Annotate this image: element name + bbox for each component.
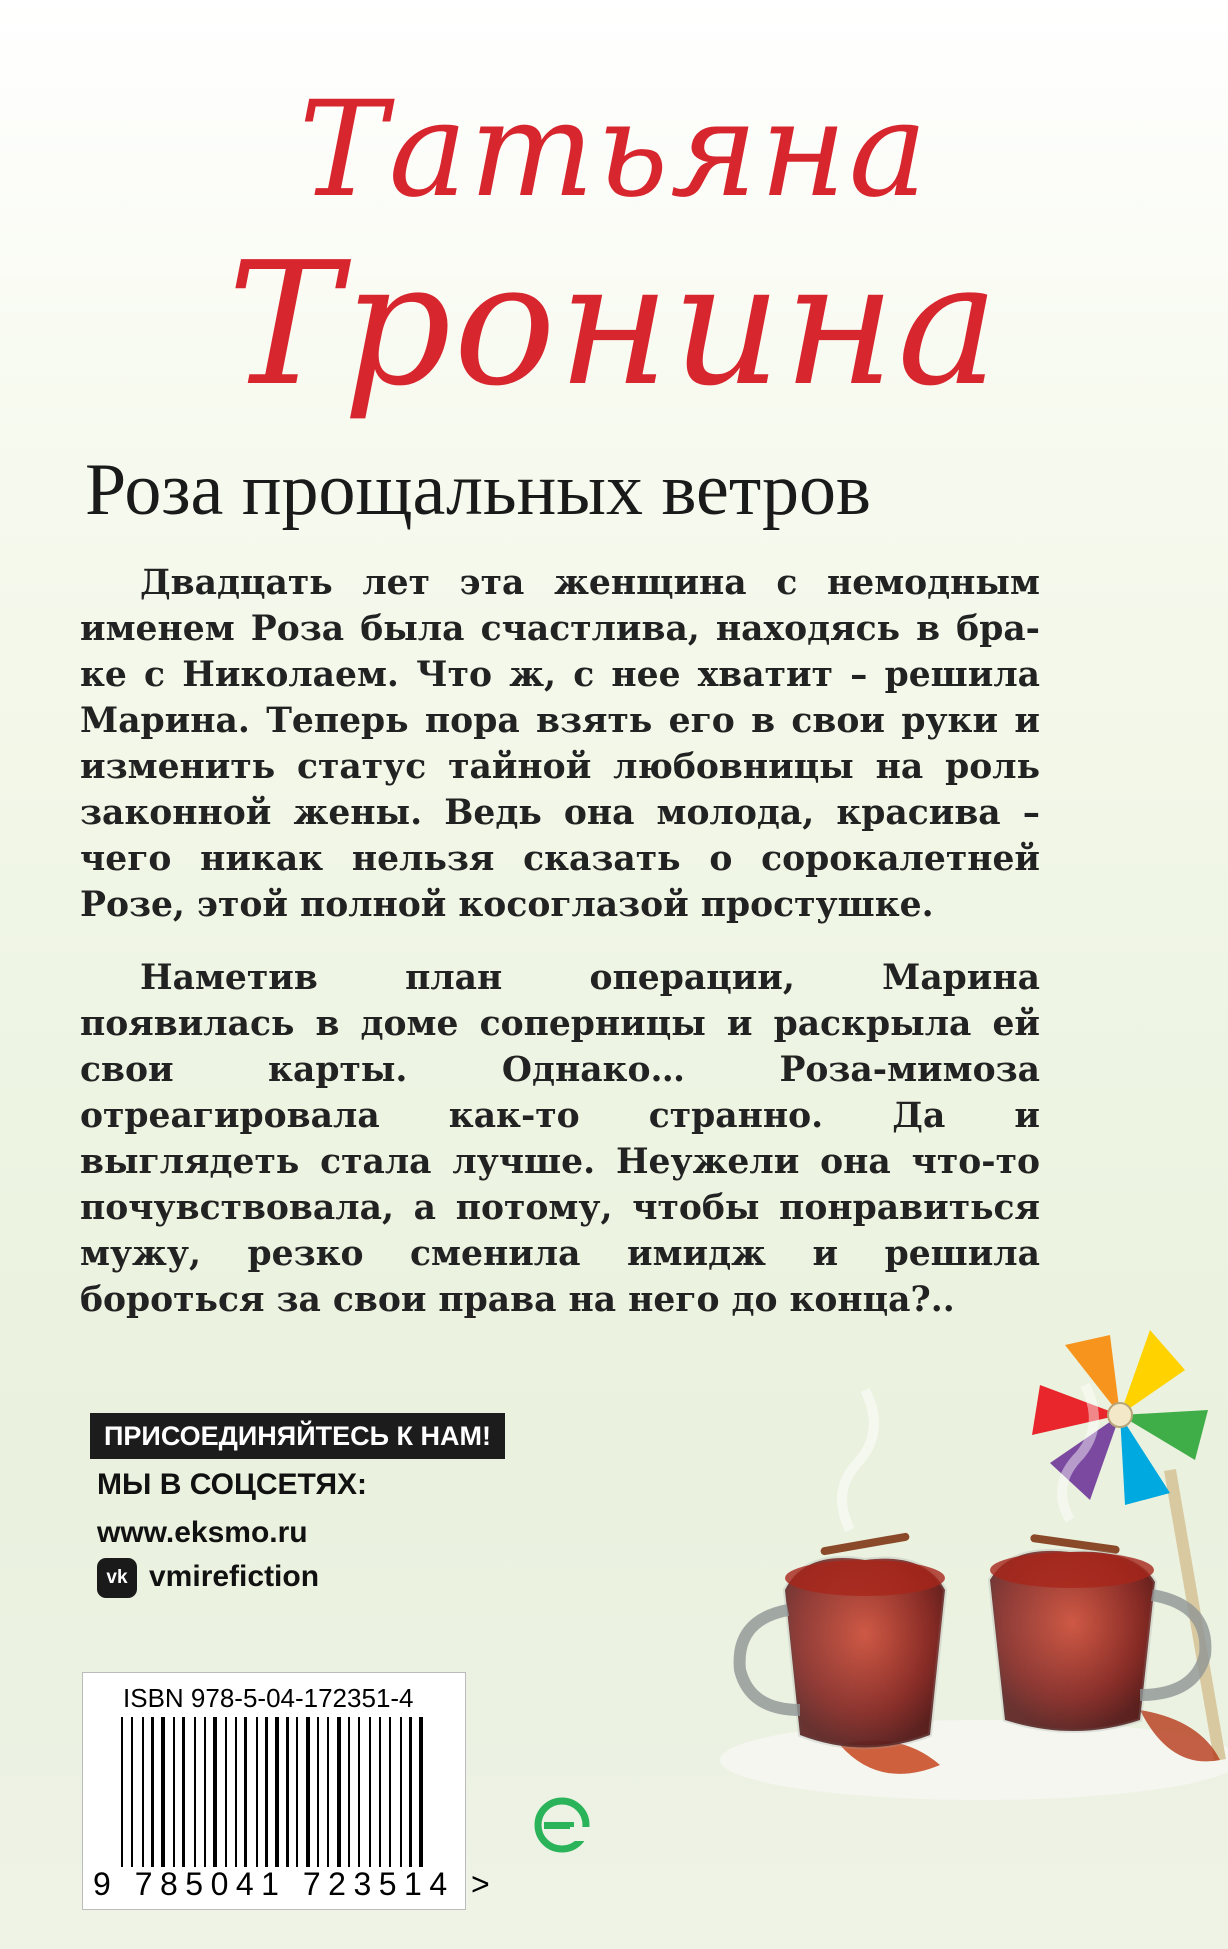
blurb-paragraph-1 bbox=[80, 560, 1040, 928]
book-title: Роза прощальных ветров bbox=[85, 449, 871, 531]
blurb-text: Двадцать лет эта женщина с немодным именем Роза была счастлива, находясь в браке с Николаем. Что ж, с нее хватит – решила Марина. Теперь пора взять его в свои руки и изменить статус тайной любовницы на роль законной жены. Ведь она молода, красива – чего никак нельзя сказать о сорокалетней Розе, этой полной косоглазой простушке. bbox=[80, 563, 1040, 925]
eksmo-logo-icon bbox=[534, 1797, 590, 1853]
social-networks-label: МЫ В СОЦСЕТЯХ: bbox=[97, 1468, 368, 1501]
author-last-name: Тронина bbox=[227, 226, 1001, 424]
pinwheel-icon bbox=[1032, 1330, 1208, 1505]
vk-handle: vmirefiction bbox=[149, 1560, 320, 1593]
blurb-text: Наметив план операции, Марина появилась в доме соперницы и раскрыла ей свои карты. Однако… Роза-мимоза отреагировала как-то странно. Да и выглядеть стала лучше. Неужели она что-то почувствовала, а потому, чтобы понравиться мужу, резко сменила имидж и решила бороться за свои права на него до конца?.. bbox=[80, 958, 1040, 1320]
barcode-digits: 9 785041 723514 > bbox=[93, 1866, 498, 1902]
barcode-bars bbox=[121, 1717, 427, 1867]
blurb-paragraph-2 bbox=[80, 955, 1040, 1323]
author-first-name: Татьяна bbox=[298, 73, 930, 227]
tea-glasses-illustration bbox=[640, 1290, 1228, 1810]
isbn-number: ISBN 978-5-04-172351-4 bbox=[123, 1683, 414, 1713]
vk-icon: vk bbox=[97, 1558, 137, 1598]
join-us-banner: ПРИСОЕДИНЯЙТЕСЬ К НАМ! bbox=[90, 1413, 505, 1459]
isbn-barcode bbox=[82, 1672, 498, 1910]
website-link[interactable]: www.eksmo.ru bbox=[97, 1516, 308, 1549]
